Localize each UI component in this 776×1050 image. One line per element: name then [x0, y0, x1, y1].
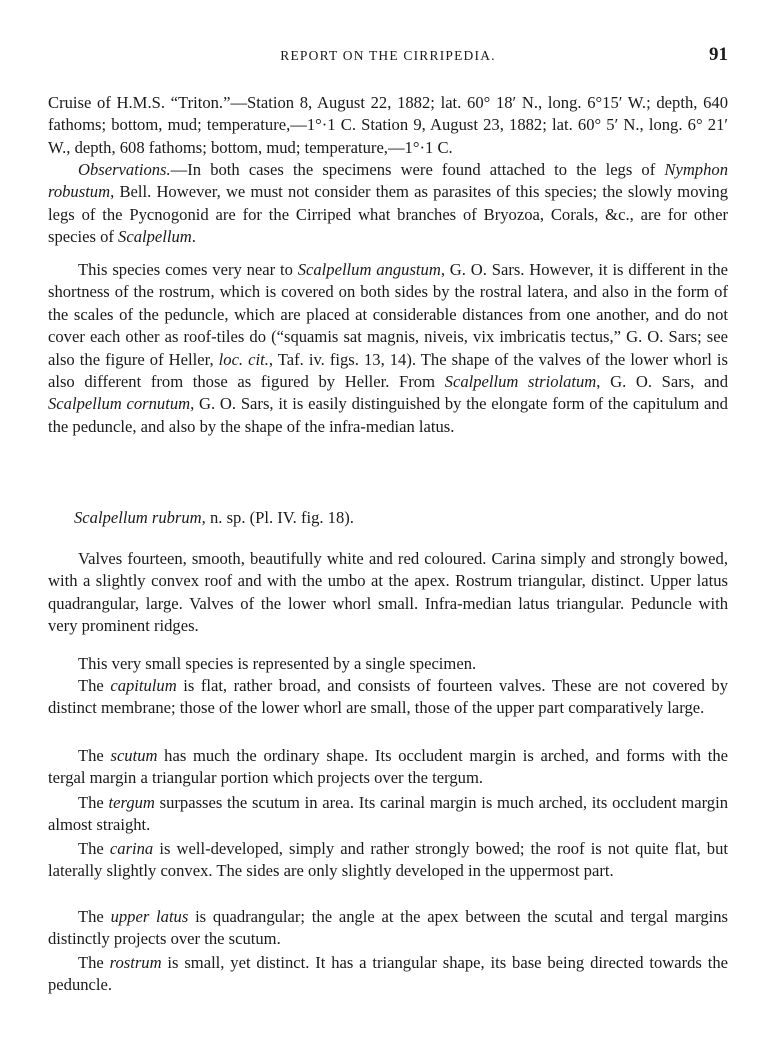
description-prefix: The — [78, 839, 110, 858]
description-prefix: The — [78, 793, 109, 812]
species-striolatum: Scalpellum striolatum — [444, 372, 597, 392]
description-tergum — [48, 792, 728, 837]
host-species-name: Nymphon robustum — [48, 160, 728, 202]
term-upper-latus: upper latus — [110, 907, 189, 926]
species-heading-name: Scalpellum rubrum — [74, 508, 202, 527]
diagnosis-paragraph — [48, 548, 728, 638]
description-upper-latus — [48, 906, 728, 951]
description-scutum-text: has much the ordinary shape. Its occludent margin is arched, and forms with the tergal margin a triangular portion which projects over the tergum. — [48, 746, 728, 788]
observations-text-3: . — [191, 227, 196, 247]
term-scutum: scutum — [110, 746, 158, 765]
genus-name: Scalpellum — [118, 227, 192, 247]
page-header — [48, 44, 728, 68]
species-cornutum: Scalpellum cornutum — [48, 394, 191, 414]
observations-label: Observations. — [78, 160, 171, 179]
description-prefix: The — [78, 676, 111, 695]
description-capitulum-text: is flat, rather broad, and consists of fourteen valves. These are not covered by distinct membrane; those of the lower whorl are small, those of the upper part comparatively large. — [48, 676, 728, 718]
species-heading — [48, 507, 728, 529]
comparison-paragraph — [48, 259, 728, 438]
cruise-record — [48, 92, 728, 159]
description-scutum — [48, 745, 728, 790]
description-carina-text: is well-developed, simply and rather strongly bowed; the roof is not quite flat, but laterally slightly convex. The sides are only slightly developed in the uppermost part. — [48, 839, 729, 881]
description-carina — [48, 838, 728, 883]
description-upper-latus-text: is quadrangular; the angle at the apex between the scutal and tergal margins distinctly projects over the scutum. — [48, 907, 728, 949]
comparison-text-1: This species comes very near to — [78, 260, 298, 279]
running-title: REPORT ON THE CIRRIPEDIA. — [280, 48, 496, 63]
description-tergum-text: surpasses the scutum in area. Its carinal margin is much arched, its occludent margin almost straight. — [48, 793, 728, 835]
diagnosis-text: Valves fourteen, smooth, beautifully white and red coloured. Carina simply and strongly bowed, with a slightly convex roof and with the umbo at the apex. Rostrum triangular, distinct. Upper latus quadrangular, large. Valves of the lower whorl small. Infra-median latus triangular. Peduncle with very prominent ridges. — [48, 549, 728, 636]
specimen-note — [48, 653, 728, 675]
comparison-text-4: , G. O. Sars, and — [596, 372, 728, 392]
specimen-note-text: This very small species is represented by a single specimen. — [78, 654, 477, 673]
observations-paragraph — [48, 159, 728, 249]
page-number: 91 — [709, 44, 728, 65]
species-angustum: Scalpellum angustum — [297, 260, 441, 279]
observations-text-2: , Bell. However, we must not consider them as parasites of this species; the slowly moving legs of the Pycnogonid are for the Cirriped what branches of Bryozoa, Corals, &c., are for other species of — [48, 182, 728, 247]
description-prefix: The — [78, 907, 111, 926]
description-prefix: The — [78, 746, 111, 765]
description-capitulum — [48, 675, 728, 720]
description-prefix: The — [78, 953, 110, 972]
observations-text-1: —In both cases the specimens were found attached to the legs of — [170, 160, 665, 179]
description-rostrum — [48, 952, 728, 997]
species-heading-rest: , n. sp. (Pl. IV. fig. 18). — [201, 508, 354, 527]
description-rostrum-text: is small, yet distinct. It has a triangular shape, its base being directed towards the peduncle. — [48, 953, 728, 995]
term-capitulum: capitulum — [110, 676, 177, 695]
comparison-text-3: , Taf. iv. figs. 13, 14). The shape of the valves of the lower whorl is also different from those as figured by Heller. From — [48, 349, 728, 392]
term-carina: carina — [109, 839, 154, 858]
term-rostrum: rostrum — [109, 953, 162, 972]
comparison-text-2: , G. O. Sars. However, it is different in the shortness of the rostrum, which is covered on both sides by the rostral latera, and also in the form of the scales of the peduncle, which are placed at considerable distances from one another, and do not cover each other as roof-tiles do (“squamis sat magnis, niveis, vix imbricatis tectus,” G. O. Sars; see also the figure of Heller, — [48, 260, 728, 369]
loc-cit: loc. cit. — [218, 349, 269, 369]
cruise-record-text: Cruise of H.M.S. “Triton.”—Station 8, August 22, 1882; lat. 60° 18′ N., long. 6°15′ W.; depth, 640 fathoms; bottom, mud; temperature,—1°·1 C. Station 9, August 23, 1882; lat. 60° 5′ N., long. 6° 21′ W., depth, 608 fathoms; bottom, mud; temperature,—1°·1 C. — [48, 93, 728, 157]
term-tergum: tergum — [108, 793, 155, 812]
comparison-text-5: , G. O. Sars, it is easily distinguished by the elongate form of the capitulum and the peduncle, and also by the shape of the infra-median latus. — [48, 394, 728, 436]
